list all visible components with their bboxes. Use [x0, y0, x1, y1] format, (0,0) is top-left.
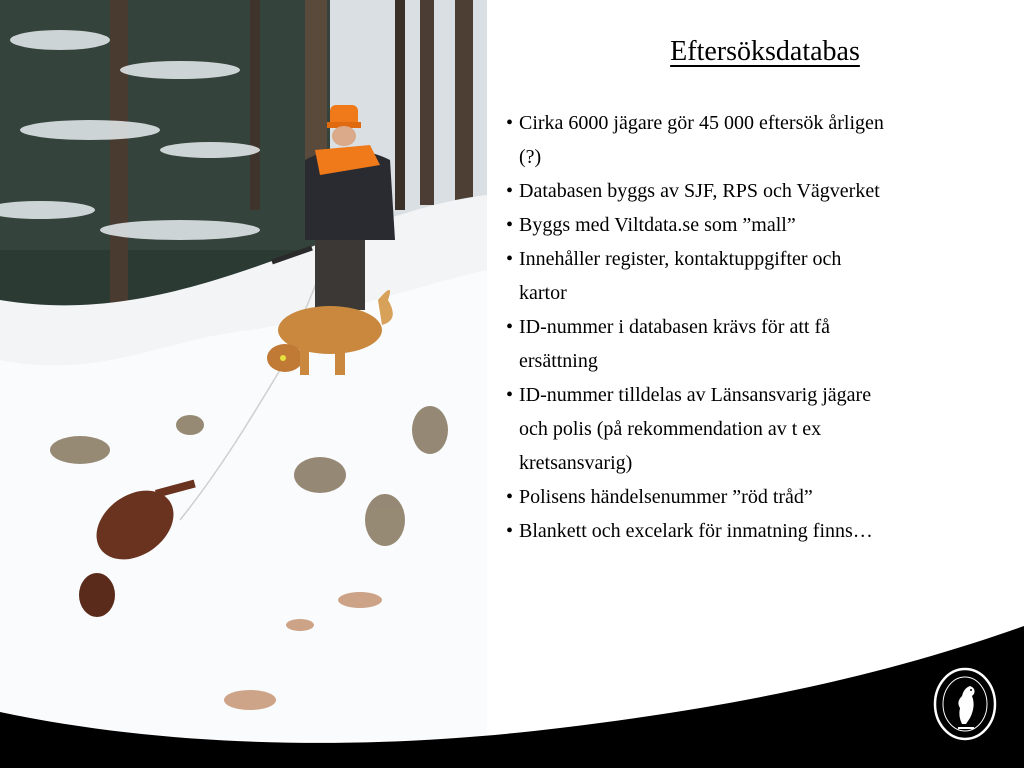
bullet-item: • Databasen byggs av SJF, RPS och Vägverket: [506, 174, 886, 208]
bullet-item: • Polisens händelsenummer ”röd tråd”: [506, 480, 886, 514]
bullet-list: [506, 106, 886, 548]
bullet-item: • Byggs med Viltdata.se som ”mall”: [506, 208, 886, 242]
bullet-item: • ID-nummer i databasen krävs för att få ersättning: [506, 310, 886, 378]
jagareforbundet-eagle-logo-icon: [932, 666, 998, 742]
slide-title: Eftersöksdatabas: [670, 36, 860, 67]
bullet-item: • ID-nummer tilldelas av Länsansvarig jägare och polis (på rekommendation av t ex kretsansvarig): [506, 378, 886, 480]
bullet-item: • Cirka 6000 jägare gör 45 000 eftersök årligen (?): [506, 106, 886, 174]
bullet-item: • Blankett och excelark för inmatning finns…: [506, 514, 886, 548]
bullet-item: • Innehåller register, kontaktuppgifter och kartor: [506, 242, 886, 310]
footer-swoosh: [0, 600, 1024, 768]
